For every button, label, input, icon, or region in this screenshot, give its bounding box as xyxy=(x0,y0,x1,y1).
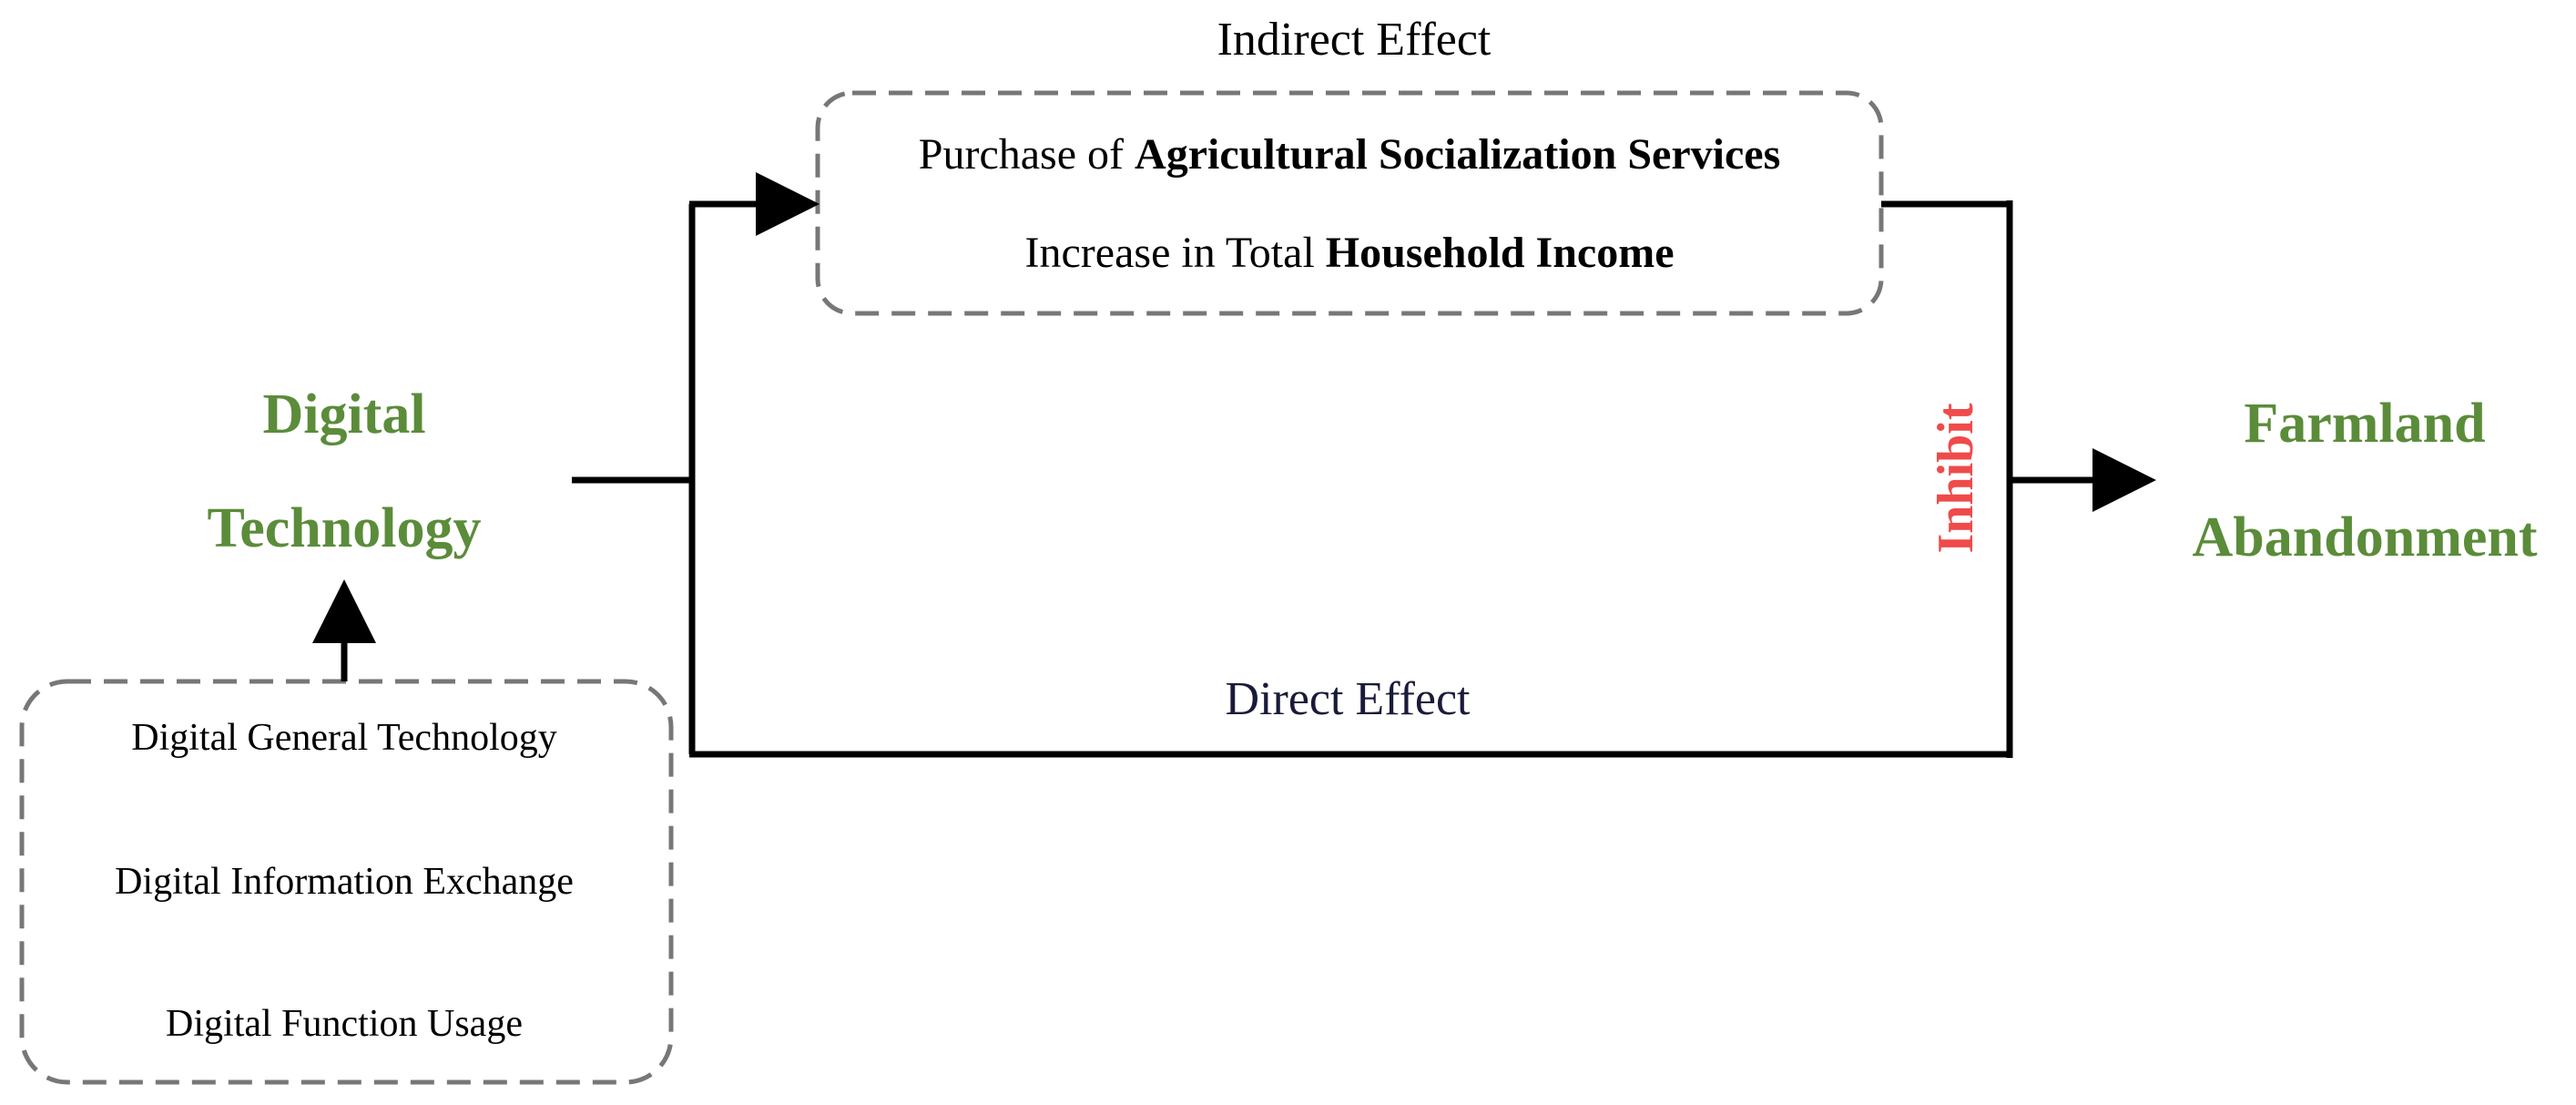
mediator-household-income xyxy=(1025,228,1675,278)
target-node-line2: Abandonment xyxy=(2192,506,2538,568)
dimension-information-exchange: Digital Information Exchange xyxy=(115,861,574,903)
mediator-box xyxy=(818,93,1881,313)
indirect-effect-label: Indirect Effect xyxy=(1217,14,1492,66)
source-node-line2: Technology xyxy=(207,497,482,559)
target-node-line1: Farmland xyxy=(2244,393,2486,455)
mediator-income-bold: Household Income xyxy=(1325,229,1675,277)
direct-effect-label: Direct Effect xyxy=(1225,673,1471,725)
inhibit-label: Inhibit xyxy=(1928,403,1984,554)
mediator-purchase-services xyxy=(919,129,1780,179)
dimension-function-usage: Digital Function Usage xyxy=(166,1003,523,1045)
mediator-income-prefix: Increase in Total xyxy=(1024,229,1326,277)
dimension-general-technology: Digital General Technology xyxy=(131,717,557,759)
mediator-purchase-bold: Agricultural Socialization Services xyxy=(1135,130,1781,179)
mediator-purchase-prefix: Purchase of xyxy=(918,130,1135,179)
source-node-line1: Digital xyxy=(262,384,426,445)
